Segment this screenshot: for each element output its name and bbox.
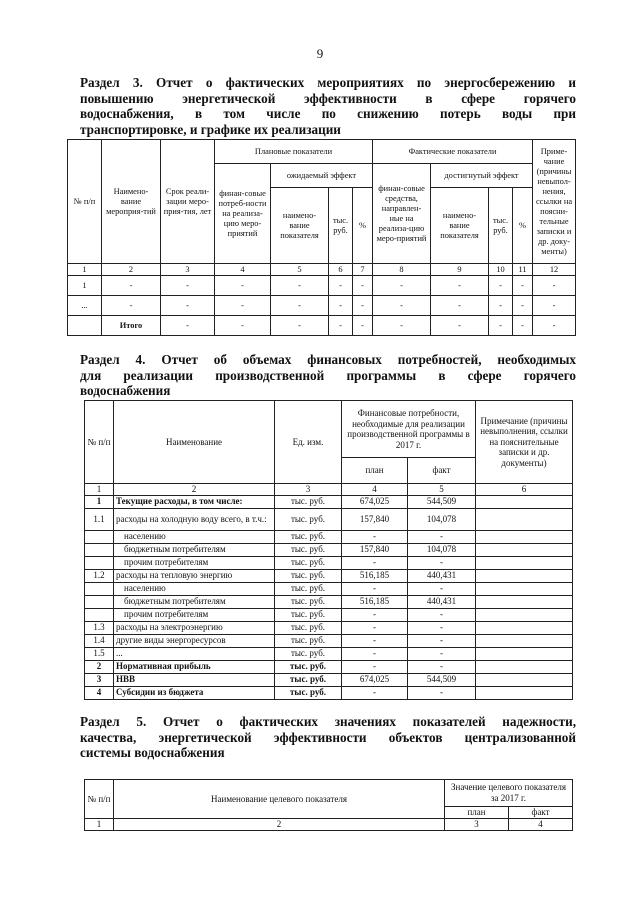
section3-title: [80, 75, 576, 137]
column-number: 1: [85, 484, 114, 496]
row-num: 2: [85, 660, 114, 673]
cell: -: [431, 296, 489, 316]
cell: -: [533, 276, 576, 296]
note-header: Приме-чание (причины невыпол-нения, ссылки на поясни-тельные записки и др. доку-менты): [533, 140, 576, 264]
row-fact: -: [408, 608, 476, 621]
row-fact: -: [408, 621, 476, 634]
percent-header: %: [513, 188, 533, 264]
col-num-header: № п/п: [85, 780, 114, 819]
row-fact: -: [408, 634, 476, 647]
cell: -: [329, 296, 353, 316]
row-num: 3: [85, 673, 114, 686]
plan-finance-header: финан-совые потреб-ности на реализа-цию меро-приятий: [215, 164, 271, 264]
row-plan: 674,025: [342, 495, 408, 508]
fact-header: факт: [408, 458, 476, 484]
section5-title-line: качества, энергетической эффективности объектов централизованной: [80, 729, 576, 745]
cell: -: [489, 316, 513, 336]
cell: -: [431, 316, 489, 336]
column-number: 8: [373, 264, 431, 276]
col-unit-header: Ед. изм.: [275, 401, 342, 484]
row-fact: 440,431: [408, 569, 476, 582]
row-fact: -: [408, 660, 476, 673]
row-plan: -: [342, 660, 408, 673]
cell: -: [102, 296, 161, 316]
row-name: расходы на электроэнергию: [114, 621, 275, 634]
row-note: [476, 660, 573, 673]
cell: -: [271, 296, 329, 316]
column-number: 5: [271, 264, 329, 276]
column-numbers-row: [85, 484, 573, 496]
column-number: 12: [533, 264, 576, 276]
row-unit: тыс. руб.: [275, 569, 342, 582]
row-name: прочим потребителям: [114, 556, 275, 569]
row-num: [85, 582, 114, 595]
row-unit: тыс. руб.: [275, 495, 342, 508]
row-unit: тыс. руб.: [275, 582, 342, 595]
row-num: 1.5: [85, 647, 114, 660]
row-fact: 440,431: [408, 595, 476, 608]
cell: -: [271, 316, 329, 336]
column-number: 4: [342, 484, 408, 496]
cell: -: [373, 276, 431, 296]
row-name: другие виды энергоресурсов: [114, 634, 275, 647]
table-row: [85, 647, 573, 660]
row-note: [476, 530, 573, 543]
row-num: [85, 595, 114, 608]
total-label: Итого: [102, 316, 161, 336]
section3-table: [67, 139, 576, 336]
table-row: [85, 508, 573, 530]
section5-title-line: Раздел 5. Отчет о фактических значениях показателей надежности,: [80, 714, 576, 729]
section3-title-line: водоснабжения, в том числе по снижению потерь воды при: [80, 106, 576, 121]
column-number: 11: [513, 264, 533, 276]
row-note: [476, 595, 573, 608]
cell: -: [513, 276, 533, 296]
row-name: Текущие расходы, в том числе:: [114, 495, 275, 508]
col-name-header: Наименование целевого показателя: [114, 780, 445, 819]
column-numbers-row: [85, 819, 573, 831]
page-number: 9: [316, 46, 324, 61]
row-plan: 516,185: [342, 569, 408, 582]
col-num-header: № п/п: [85, 401, 114, 484]
row-fact: -: [408, 582, 476, 595]
row-name: населению: [114, 582, 275, 595]
row-unit: тыс. руб.: [275, 634, 342, 647]
row-num: 1: [85, 495, 114, 508]
column-number: 1: [85, 819, 114, 831]
cell: ...: [68, 296, 102, 316]
row-name: ...: [114, 647, 275, 660]
table-row: [85, 686, 573, 699]
row-plan: -: [342, 556, 408, 569]
column-number: 7: [353, 264, 373, 276]
row-name: населению: [114, 530, 275, 543]
row-unit: тыс. руб.: [275, 556, 342, 569]
actual-header: Фактические показатели: [373, 140, 533, 164]
table-row: [85, 673, 573, 686]
section3-title-line: Раздел 3. Отчет о фактических мероприятиях по энергосбережению и: [80, 75, 576, 90]
thous-rub-header: тыс. руб.: [329, 188, 353, 264]
row-note: [476, 508, 573, 530]
row-note: [476, 569, 573, 582]
indicator-name-header: наимено-вание показателя: [431, 188, 489, 264]
column-number: 5: [408, 484, 476, 496]
row-fact: 104,078: [408, 543, 476, 556]
row-plan: 157,840: [342, 508, 408, 530]
column-number: 3: [445, 819, 509, 831]
thous-rub-header: тыс. руб.: [489, 188, 513, 264]
row-name: бюджетным потребителям: [114, 595, 275, 608]
row-unit: тыс. руб.: [275, 608, 342, 621]
row-num: [85, 608, 114, 621]
cell: -: [215, 276, 271, 296]
cell: -: [353, 276, 373, 296]
row-unit: тыс. руб.: [275, 595, 342, 608]
row-num: 1.1: [85, 508, 114, 530]
section5-title-line: системы водоснабжения: [80, 745, 225, 760]
cell: -: [161, 316, 215, 336]
cell: -: [161, 296, 215, 316]
table-row: [85, 621, 573, 634]
row-unit: тыс. руб.: [275, 530, 342, 543]
row-note: [476, 647, 573, 660]
section5-title: [80, 714, 576, 761]
row-fact: -: [408, 530, 476, 543]
table-row: [85, 634, 573, 647]
row-unit: тыс. руб.: [275, 508, 342, 530]
table-row: [85, 495, 573, 508]
column-number: 4: [509, 819, 573, 831]
cell: -: [533, 296, 576, 316]
row-unit: тыс. руб.: [275, 543, 342, 556]
row-num: [85, 556, 114, 569]
row-plan: 516,185: [342, 595, 408, 608]
row-plan: -: [342, 582, 408, 595]
row-name: бюджетным потребителям: [114, 543, 275, 556]
row-name: НВВ: [114, 673, 275, 686]
row-unit: тыс. руб.: [275, 686, 342, 699]
cell: -: [489, 296, 513, 316]
row-note: [476, 495, 573, 508]
cell: -: [215, 296, 271, 316]
row-plan: -: [342, 634, 408, 647]
row-fact: -: [408, 556, 476, 569]
row-note: [476, 543, 573, 556]
column-number: 10: [489, 264, 513, 276]
table-row: [85, 595, 573, 608]
plan-header: план: [342, 458, 408, 484]
column-number: 1: [68, 264, 102, 276]
table-row: [85, 530, 573, 543]
col-name-header: Наимено-вание мероприя-тий: [102, 140, 161, 264]
row-num: 1.2: [85, 569, 114, 582]
row-fact: 104,078: [408, 508, 476, 530]
total-row: [68, 316, 576, 336]
row-unit: тыс. руб.: [275, 673, 342, 686]
row-unit: тыс. руб.: [275, 647, 342, 660]
cell: -: [102, 276, 161, 296]
cell: -: [431, 276, 489, 296]
table-row: [68, 276, 576, 296]
row-num: [85, 530, 114, 543]
row-note: [476, 621, 573, 634]
expected-effect-header: ожидаемый эффект: [271, 164, 373, 188]
achieved-effect-header: достигнутый эффект: [431, 164, 533, 188]
column-number: 4: [215, 264, 271, 276]
table-row: [85, 569, 573, 582]
cell: -: [489, 276, 513, 296]
row-plan: -: [342, 686, 408, 699]
indicator-name-header: наимено-вание показателя: [271, 188, 329, 264]
row-name: Нормативная прибыль: [114, 660, 275, 673]
cell: -: [513, 296, 533, 316]
section3-title-line: повышению энергетической эффективности в сфере горячего: [80, 90, 576, 106]
cell: -: [533, 316, 576, 336]
cell: -: [271, 276, 329, 296]
table-row: [85, 608, 573, 621]
column-number: 3: [275, 484, 342, 496]
column-number: 2: [102, 264, 161, 276]
fact-header: факт: [509, 807, 573, 819]
row-plan: 157,840: [342, 543, 408, 556]
column-number: 2: [114, 484, 275, 496]
row-fact: -: [408, 686, 476, 699]
section4-title-line: для реализации производственной программы в сфере горячего: [80, 367, 576, 383]
note-header: Примечание (причины невыполнения, ссылки на пояснительные записки и др. документы): [476, 401, 573, 484]
cell: -: [373, 296, 431, 316]
section3-title-line: транспортировке, и графике их реализации: [80, 121, 341, 137]
row-note: [476, 582, 573, 595]
cell: -: [161, 276, 215, 296]
target-header: Значение целевого показателя за 2017 г.: [445, 780, 573, 807]
cell: -: [513, 316, 533, 336]
cell: -: [373, 316, 431, 336]
row-note: [476, 634, 573, 647]
percent-header: %: [353, 188, 373, 264]
row-note: [476, 673, 573, 686]
row-fact: -: [408, 647, 476, 660]
row-name: расходы на тепловую энергию: [114, 569, 275, 582]
row-note: [476, 686, 573, 699]
row-fact: 544,509: [408, 495, 476, 508]
row-plan: 674,025: [342, 673, 408, 686]
row-plan: -: [342, 647, 408, 660]
cell: -: [215, 316, 271, 336]
row-name: Субсидии из бюджета: [114, 686, 275, 699]
row-name: прочим потребителям: [114, 608, 275, 621]
table-row: [85, 556, 573, 569]
fact-finance-header: финан-совые средства, направлен-ные на реализа-цию меро-приятий: [373, 164, 431, 264]
section4-title: [80, 352, 576, 399]
column-number: 6: [329, 264, 353, 276]
cell: -: [329, 276, 353, 296]
section4-title-line: Раздел 4. Отчет об объемах финансовых потребностей, необходимых: [80, 352, 576, 367]
table-row: [85, 543, 573, 556]
row-num: 1.3: [85, 621, 114, 634]
section5-table: [84, 779, 573, 831]
column-numbers-row: [68, 264, 576, 276]
row-num: [85, 543, 114, 556]
plan-header: план: [445, 807, 509, 819]
section4-title-line: водоснабжения: [80, 383, 171, 398]
column-number: 6: [476, 484, 573, 496]
row-note: [476, 556, 573, 569]
cell: -: [353, 296, 373, 316]
row-note: [476, 608, 573, 621]
needs-header: Финансовые потребности, необходимые для реализации производственной программы в 2017 г.: [342, 401, 476, 458]
row-unit: тыс. руб.: [275, 660, 342, 673]
cell: 1: [68, 276, 102, 296]
planned-header: Плановые показатели: [215, 140, 373, 164]
section4-table: [84, 400, 573, 700]
table-row: [68, 296, 576, 316]
row-name: расходы на холодную воду всего, в т.ч.:: [114, 508, 275, 530]
row-num: 1.4: [85, 634, 114, 647]
row-unit: тыс. руб.: [275, 621, 342, 634]
column-number: 2: [114, 819, 445, 831]
row-plan: -: [342, 530, 408, 543]
column-number: 9: [431, 264, 489, 276]
table-row: [85, 660, 573, 673]
row-fact: 544,509: [408, 673, 476, 686]
cell: -: [353, 316, 373, 336]
row-num: 4: [85, 686, 114, 699]
row-plan: -: [342, 608, 408, 621]
cell: -: [329, 316, 353, 336]
row-plan: -: [342, 621, 408, 634]
col-term-header: Срок реали-зации меро-прия-тия, лет: [161, 140, 215, 264]
table-row: [85, 582, 573, 595]
cell: [68, 316, 102, 336]
column-number: 3: [161, 264, 215, 276]
col-name-header: Наименование: [114, 401, 275, 484]
col-num-header: № п/п: [68, 140, 102, 264]
